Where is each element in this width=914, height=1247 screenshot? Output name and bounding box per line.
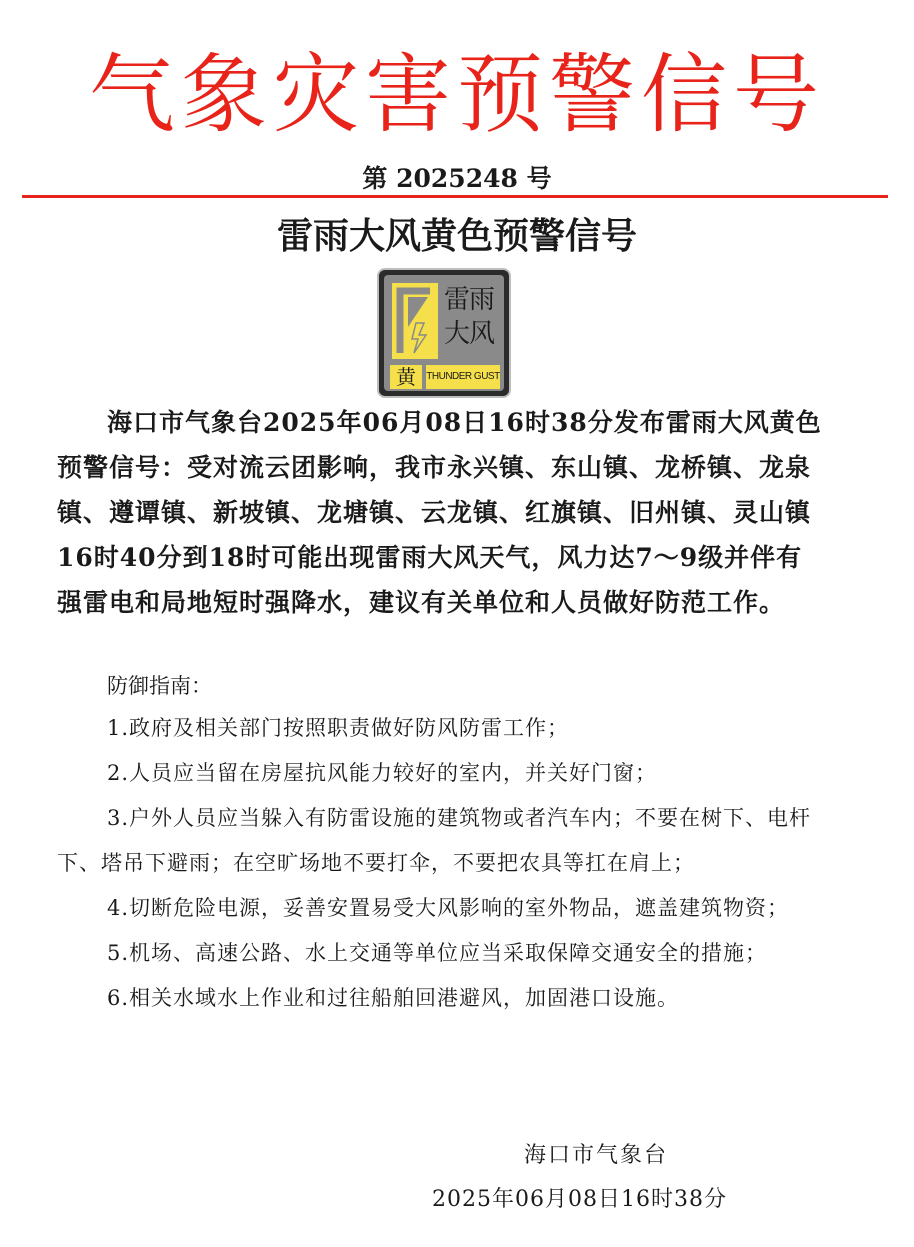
signature-date: 2025年06月08日16时38分 (432, 1187, 727, 1212)
signal-title: 雷雨大风黄色预警信号 (276, 216, 637, 257)
guide-item: 2.人员应当留在房屋抗风能力较好的室内，并关好门窗； (107, 761, 658, 785)
warning-main-paragraph: 海口市气象台2025年06月08日16时38分发布雷雨大风黄色预警信号：受对流云团影响，我市永兴镇、东山镇、龙桥镇、龙泉镇、遵谭镇、新坡镇、龙塘镇、云龙镇、红旗镇、旧州镇、灵山镇16时40分到18时可能出现雷雨大风天气，风力达7～9级并伴有强雷电和局地短时强降水，建议有关单位和人员做好防范工作。 (57, 408, 822, 617)
guide-list (57, 706, 829, 1021)
document-number: 第 2025248 号 (362, 164, 552, 193)
guide-item: 4.切断危险电源，妥善安置易受大风影响的室外物品，遮盖建筑物资； (107, 896, 790, 920)
lightning-flag-icon (392, 283, 438, 359)
badge-level: 黄 (390, 365, 422, 389)
badge-panel (384, 275, 504, 391)
signature-organization: 海口市气象台 (524, 1143, 669, 1168)
header-divider (22, 195, 888, 198)
guide-heading: 防御指南： (107, 674, 212, 698)
document-header-title: 气象灾害预警信号 (89, 45, 825, 145)
badge-label: 雷雨大风 (444, 285, 495, 349)
warning-signal-badge (377, 268, 511, 398)
badge-english-label: THUNDER GUST (426, 365, 500, 389)
guide-item: 6.相关水域水上作业和过往船舶回港避风，加固港口设施。 (107, 986, 680, 1010)
guide-item: 1.政府及相关部门按照职责做好防风防雷工作； (107, 716, 570, 740)
guide-item: 3.户外人员应当躲入有防雷设施的建筑物或者汽车内；不要在树下、电杆下、塔吊下避雨；在空旷场地不要打伞，不要把农具等扛在肩上； (57, 806, 812, 875)
guide-item: 5.机场、高速公路、水上交通等单位应当采取保障交通安全的措施； (107, 941, 768, 965)
